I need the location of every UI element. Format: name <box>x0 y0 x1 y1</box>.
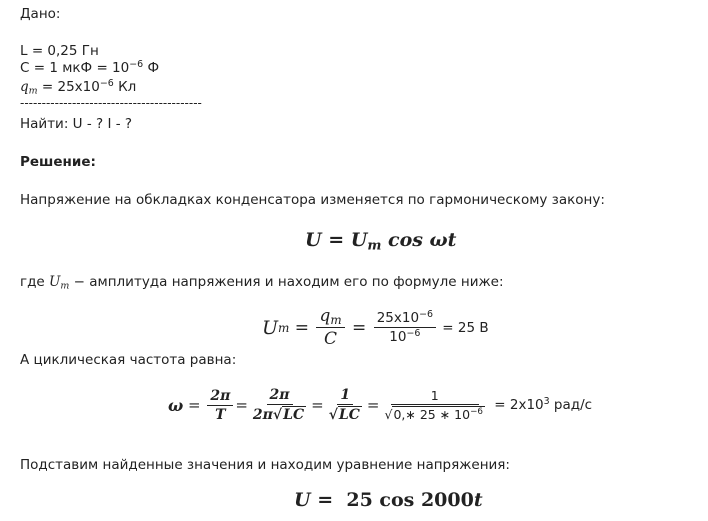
solution-text-4: Подставим найденные значения и находим уравнение напряжения: <box>20 457 510 473</box>
find-line: Найти: U - ? I - ? <box>20 116 133 132</box>
eq3-result-exp: 3 <box>543 395 550 407</box>
solution-text-2 <box>20 274 504 290</box>
text2-suffix: − амплитуда напряжения и находим его по формуле ниже: <box>69 274 504 290</box>
text2-symbol-sub: m <box>60 280 70 292</box>
eq3-result: = 2x10 <box>489 397 544 413</box>
eq3-frac1-den: T <box>215 406 226 423</box>
solution-text-1: Напряжение на обкладках конденсатора изменяется по гармоническому закону: <box>20 192 605 208</box>
given-charge-value: = 25x10 <box>37 79 100 95</box>
eq1-amplitude: U <box>350 229 368 251</box>
eq3-fraction-3: $\frac{1}{√LC}$ <box>328 387 360 423</box>
equation-amplitude: U m = $\frac{q_m}{C}$ = $\frac{25x10^{-6}}{10^{-6}}$ = 25 В <box>262 306 489 349</box>
eq3-fraction-1 <box>207 388 233 423</box>
eq1-amplitude-sub: m <box>367 238 382 254</box>
given-capacitance-value: C = 1 мкФ = 10 <box>20 60 130 76</box>
eq3-lhs: ω <box>168 395 184 415</box>
eq2-frac1-den: C <box>324 329 338 349</box>
eq3-frac3-num: 1 <box>337 387 353 405</box>
eq3-fraction-4: $\frac{1}{√0,∗ 25 ∗ 10^{-6}}$ <box>384 388 483 422</box>
eq3-frac1-num: 2π <box>207 388 233 406</box>
eq2-frac2-den-exp: −6 <box>406 327 421 339</box>
given-heading: Дано: <box>20 6 61 22</box>
eq3-frac4-num: 1 <box>391 388 479 405</box>
eq2-frac1-num: q <box>319 306 331 326</box>
text2-prefix: где <box>20 274 50 290</box>
equation-voltage-result <box>294 489 483 511</box>
eq3-frac2-num: 2π <box>267 387 293 405</box>
eq2-frac2-num-exp: −6 <box>419 308 433 320</box>
given-capacitance-unit: Ф <box>143 60 160 76</box>
given-inductance: L = 0,25 Гн <box>20 43 99 59</box>
eq3-frac2-den-root: LC <box>283 407 305 423</box>
eq2-fraction-values <box>374 310 436 345</box>
eq3-fraction-2: $\frac{2\pi}{2\pi√LC}$ <box>252 387 305 423</box>
eq2-frac2-num: 25x10 <box>376 310 420 326</box>
eq1-rhs: cos ωt <box>381 229 457 251</box>
eq3-frac4-den-exp: −6 <box>470 407 483 418</box>
separator-line: ------------------------------------------ <box>20 96 202 110</box>
eq3-equals: = <box>183 396 206 414</box>
eq3-frac4-den-root: 0,∗ 25 ∗ 10 <box>393 407 471 422</box>
eq2-lhs: U <box>262 316 279 339</box>
solution-text-3: А циклическая частота равна: <box>20 352 237 368</box>
equation-voltage-law <box>305 229 457 254</box>
eq3-result-unit: рад/с <box>549 397 593 413</box>
eq3-frac3-den-root: LC <box>338 407 360 423</box>
given-charge-unit: Кл <box>113 79 137 95</box>
given-charge-symbol: q <box>20 79 29 95</box>
eq4-rhs: 25 cos 2000 <box>346 489 474 511</box>
eq1-lhs: U <box>305 229 322 251</box>
eq2-frac2-den: 10 <box>389 329 407 345</box>
given-capacitance <box>20 60 159 76</box>
eq2-equals-b: = <box>346 317 372 338</box>
equation-frequency: ω = $\frac{2\pi}{T}$ = $\frac{2\pi}{2\pi√LC}$ = $\frac{1}{√LC}$ = $\frac{1}{√0,∗ 25 ∗ 10^{-6}}$ = $2x10^3$ рад/с <box>168 387 593 423</box>
eq2-fraction-charge <box>316 306 344 349</box>
given-charge <box>20 79 136 95</box>
eq4-equals: = <box>310 489 347 511</box>
eq4-rhs-var: t <box>473 489 483 511</box>
eq1-equals: = <box>321 229 351 251</box>
eq2-equals: = <box>289 317 315 338</box>
given-charge-exp: −6 <box>99 77 114 89</box>
text2-symbol: U <box>49 274 61 290</box>
eq2-frac1-num-sub: m <box>330 312 342 327</box>
eq2-result: = 25 В <box>437 319 489 336</box>
solution-heading: Решение: <box>20 154 96 170</box>
eq4-lhs: U <box>294 489 311 511</box>
given-capacitance-exp: −6 <box>129 58 144 70</box>
given-charge-sub: m <box>28 85 38 97</box>
eq3-frac2-den: 2π <box>252 407 273 423</box>
